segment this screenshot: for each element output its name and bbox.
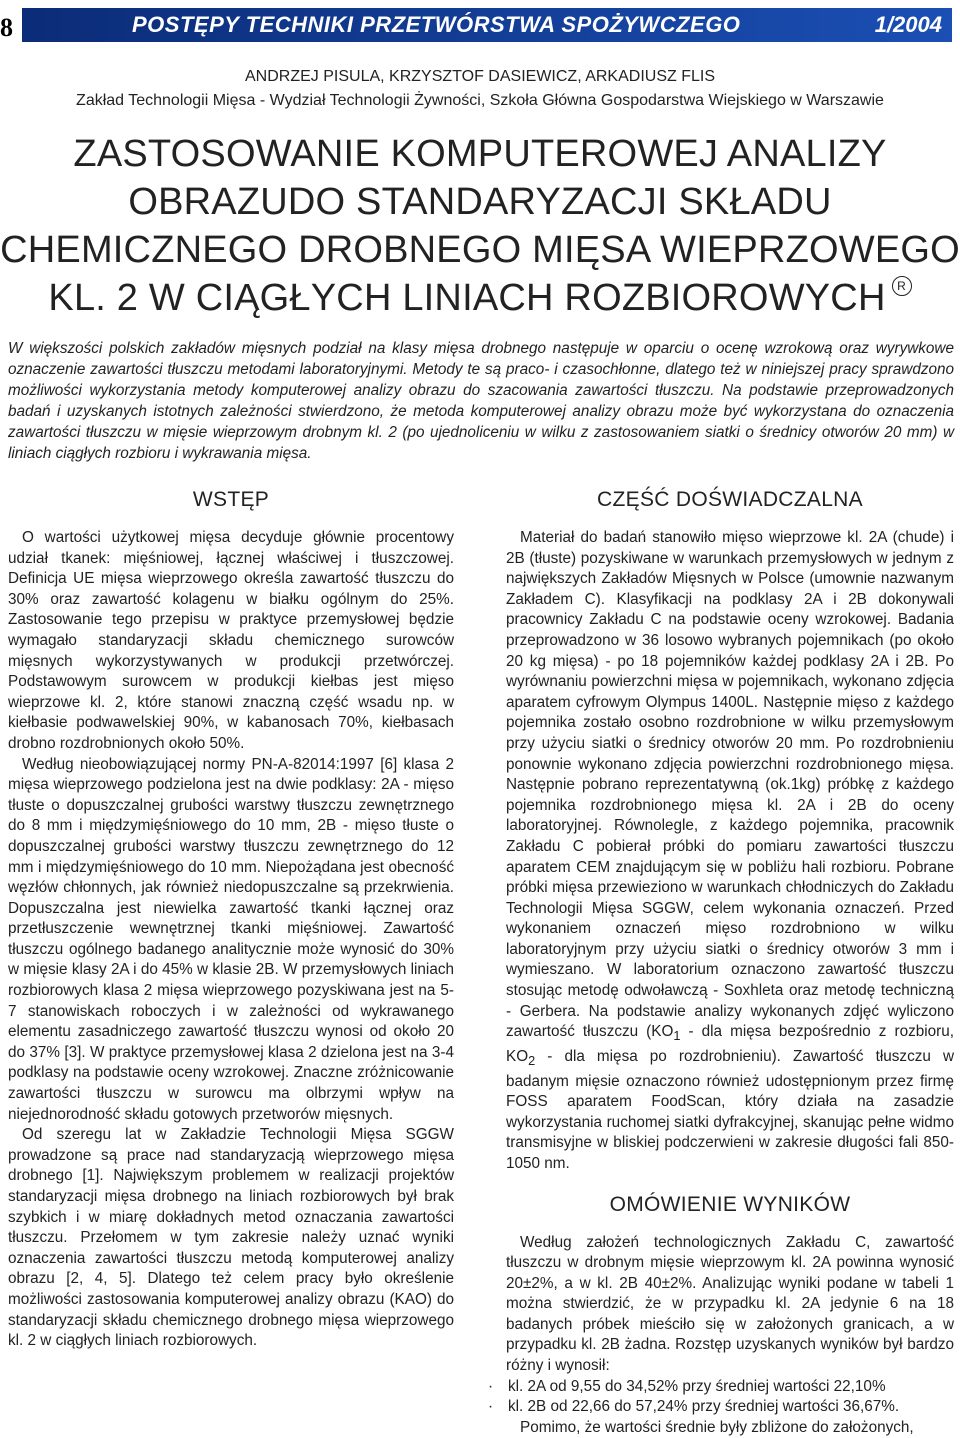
list-item-text: kl. 2A od 9,55 do 34,52% przy średniej wartości 22,10% <box>508 1377 886 1395</box>
bullet-marker: · <box>488 1398 494 1416</box>
page-number: 8 <box>0 13 13 42</box>
affiliation: Zakład Technologii Mięsa - Wydział Technologii Żywności, Szkoła Główna Gospodarstwa Wiejskiego w Warszawie <box>76 92 884 109</box>
left-column <box>8 486 454 1352</box>
section-heading-results: OMÓWIENIE WYNIKÓW <box>609 1192 851 1216</box>
title-line: ZASTOSOWANIE KOMPUTEROWEJ ANALIZY <box>73 133 887 175</box>
list-item <box>488 1377 954 1398</box>
paragraph-experimental <box>506 528 954 1175</box>
paragraph-results-cont: Pomimo, że wartości średnie były zbliżone do założonych, <box>520 1418 914 1436</box>
journal-title: POSTĘPY TECHNIKI PRZETWÓRSTWA SPOŻYWCZEGO <box>132 12 741 37</box>
results-list <box>488 1377 954 1418</box>
right-column <box>488 486 955 1438</box>
subscript: 2 <box>528 1052 536 1068</box>
title-line-last <box>0 274 960 322</box>
paragraph: Według nieobowiązującej normy PN-A-82014:1997 [6] klasa 2 mięsa wieprzowego podzielona jest na dwie podklasy: 2A - mięso tłuste o dopuszczalnej grubości warstwy tłuszczu zewnętrznego do 8 mm i międzymięśniowego do 10 mm, 2B - mięso tłuste o dopuszczalnej grubości warstwy tłuszczu zewnętrznego do 12 mm i międzymięśniowego do 10 mm. Niepożądana jest obecność węzłów chłonnych, jak również niedopuszczalne są przekrwienia. Dopuszczalna jest niewielka zawartość tkanki łącznej oraz przetłuszczenie wewnętrznej tkanki mięśniowej. Zawartość tłuszczu ogólnego badanego analitycznie może wynosić do 30% w mięsie klasy 2A i do 45% w klasie 2B. W przemysłowych liniach rozbiorowych klasa 2 mięsa wieprzowego pozyskiwana jest na 5-7 stanowiskach roboczych i w zależności od wykrawanego elementu zasadniczego zawartość tłuszczu wynosi od około 20 do 37% [3]. W praktyce przemysłowej klasa 2 dzielona jest na 3-4 podklasy na podstawie oceny wzrokowej. Znaczne zróżnicowanie zawartości tłuszczu w surowcu ma olbrzymi wpływ na niejednorodność składu gotowych przetworów mięsnych. <box>8 755 454 1123</box>
text-run: - dla mięsa po rozdrobnieniu). Zawartość tłuszczu w badanym mięsie oznaczono również udostępnionym przez firmę FOSS aparatem FoodScan, który działa na zasadzie wykorzystania ruchomej siatki dyfrakcyjnej, skanując pełne widmo transmisyjne w bliskiej podczerwieni w zakresie długości fali 850-1050 nm. <box>506 1047 954 1172</box>
registered-mark-icon: R <box>892 276 912 296</box>
section-heading-experimental: CZĘŚĆ DOŚWIADCZALNA <box>597 488 863 511</box>
text-run: - dla mięsa bezpośrednio z rozbioru, KO <box>506 1023 955 1065</box>
list-item <box>488 1397 954 1418</box>
journal-header-bar <box>22 8 952 42</box>
paragraph: Od szeregu lat w Zakładzie Technologii Mięsa SGGW prowadzone są prace nad standaryzacją wieprzowego mięsa drobnego [1]. Największym problemem w realizacji projektów standaryzacji mięsa drobnego na liniach rozbiorowych był brak szybkich i w miarę dokładnych metod oznaczania zawartości tłuszczu. Przełomem w tym zakresie należy uznać wyniki oznaczenia zawartości tłuszczu metodą komputerowej analizy obrazu [2, 4, 5]. Dlatego też celem pracy było określenie możliwości zastosowania komputerowej analizy obrazu (KAO) do standaryzacji składu chemicznego drobnego mięsa wieprzowego kl. 2 w ciągłych liniach rozbiorowych. <box>8 1126 454 1350</box>
article-title <box>0 130 960 322</box>
title-line: OBRAZUDO STANDARYZACJI SKŁADU <box>128 181 832 223</box>
paragraph-results: Według założeń technologicznych Zakładu C, zawartość tłuszczu w drobnym mięsie wieprzowym kl. 2A powinna wynosić 20±2%, a w kl. 2B 40±2%. Analizując wyniki podane w tabeli 1 można stwierdzić, że w przypadku kl. 2A jedynie 6 na 18 badanych próbek mieściło się w założonych granicach, a w przypadku kl. 2B żadna. Rozstęp uzyskanych wyników był bardzo różny i wynosił: <box>506 1233 954 1375</box>
list-item-text: kl. 2B od 22,66 do 57,24% przy średniej wartości 36,67%. <box>508 1398 900 1416</box>
abstract <box>8 338 954 464</box>
text-run: Materiał do badań stanowiło mięso wieprzowe kl. 2A (chude) i 2B (tłuste) pozyskiwane w warunkach przemysłowych w jednym z największych Zakładów Mięsnych w Polsce (umownie nazwanym Zakładem C). Klasyfikacji na podklasy 2A i 2B dokonywali pracownicy Zakładu C na podstawie oceny wzrokowej. Badania przeprowadzono w 36 losowo wybranych pojemnikach (po około 20 kg mięsa) - po 18 pojemników każdej podklasy 2A i 2B. Po wyrównaniu powierzchni mięsa w pojemnikach, wykonano zdjęcia aparatem cyfrowym Olympus 1400L. Następnie mięso z każdego pojemnika zostało osobno rozdrobnione w wilku przemysłowym przy użyciu siatki o średnicy otworów 20 mm. Po rozdrobnieniu ponownie wykonano zdjęcia powierzchni rozdrobnionego mięsa. Następnie pobrano reprezentatywną (ok.1kg) próbkę z każdego pojemnika rozdrobnionego mięsa kl. 2A i 2B do oceny laboratoryjnej. Równolegle, z każdego pojemnika, pracownik Zakładu C pobierał próbki do pomiaru zawartości tłuszczu aparatem CEM znajdującym się w pobliżu hali rozbioru. Pobrane próbki mięsa przewieziono w warunkach chłodniczych do Zakładu Technologii Mięsa SGGW, celem wykonania oznaczeń. Przed wykonaniem oznaczeń mięso rozdrobniono w wilku laboratoryjnym przy użyciu siatki o średnicy otworów 3 mm i wymieszano. W laboratorium oznaczono zawartość tłuszczu stosując metodę odwoławczą - Soxhleta oraz metodę techniczną - Gerbera. Na podstawie analizy wykonanych zdjęć wyliczono zawartość tłuszczu (KO <box>506 529 954 1041</box>
section-heading-intro: WSTĘP <box>192 488 270 511</box>
subscript: 1 <box>673 1028 681 1044</box>
bullet-marker: · <box>488 1377 494 1395</box>
journal-issue: 1/2004 <box>874 12 942 37</box>
title-line-text: KL. 2 W CIĄGŁYCH LINIACH ROZBIOROWYCH <box>48 277 886 319</box>
authors: ANDRZEJ PISULA, KRZYSZTOF DASIEWICZ, ARKADIUSZ FLIS <box>245 68 715 85</box>
title-line: CHEMICZNEGO DROBNEGO MIĘSA WIEPRZOWEGO <box>0 229 960 271</box>
abstract-text: W większości polskich zakładów mięsnych podział na klasy mięsa drobnego następuje w oparciu o ocenę wzrokową oraz wyrywkowe oznaczenie zawartości tłuszczu metodami laboratoryjnymi. Metody te są praco- i czasochłonne, dlatego też w niniejszej pracy sprawdzono możliwości wykorzystania metody komputerowej analizy obrazu do szacowania zawartości tłuszczu. Na podstawie przeprowadzonych badań i uzyskanych istotnych zależności stwierdzono, że metoda komputerowej analizy obrazu może być wykorzystana do oznaczenia zawartości tłuszczu w mięsie wieprzowym drobnym kl. 2 (po ujednoliceniu w wilku z zastosowaniem siatki o średnicy otworów 20 mm) w liniach ciągłych rozbioru i wykrawania mięsa. <box>8 340 954 462</box>
paragraph: O wartości użytkowej mięsa decyduje głównie procentowy udział tkanek: mięśniowej, łącznej właściwej i tłuszczowej. Definicja UE mięsa wieprzowego określa zawartość tłuszczu do 30% oraz zawartość kolagenu w białku ogólnym do 25%. Zastosowanie tego przepisu w praktyce przemysłowej będzie wymagało standaryzacji składu chemicznego surowców mięsnych wykorzystywanych w produkcji przetwórczej. Podstawowym surowcem w produkcji kiełbas jest mięso wieprzowe kl. 2, które stanowi znaczną część wsadu np. w kiełbasie podwawelskiej 90%, w kabanosach 70%, kiełbasach drobno rozdrobnionych około 50%. <box>8 529 454 752</box>
